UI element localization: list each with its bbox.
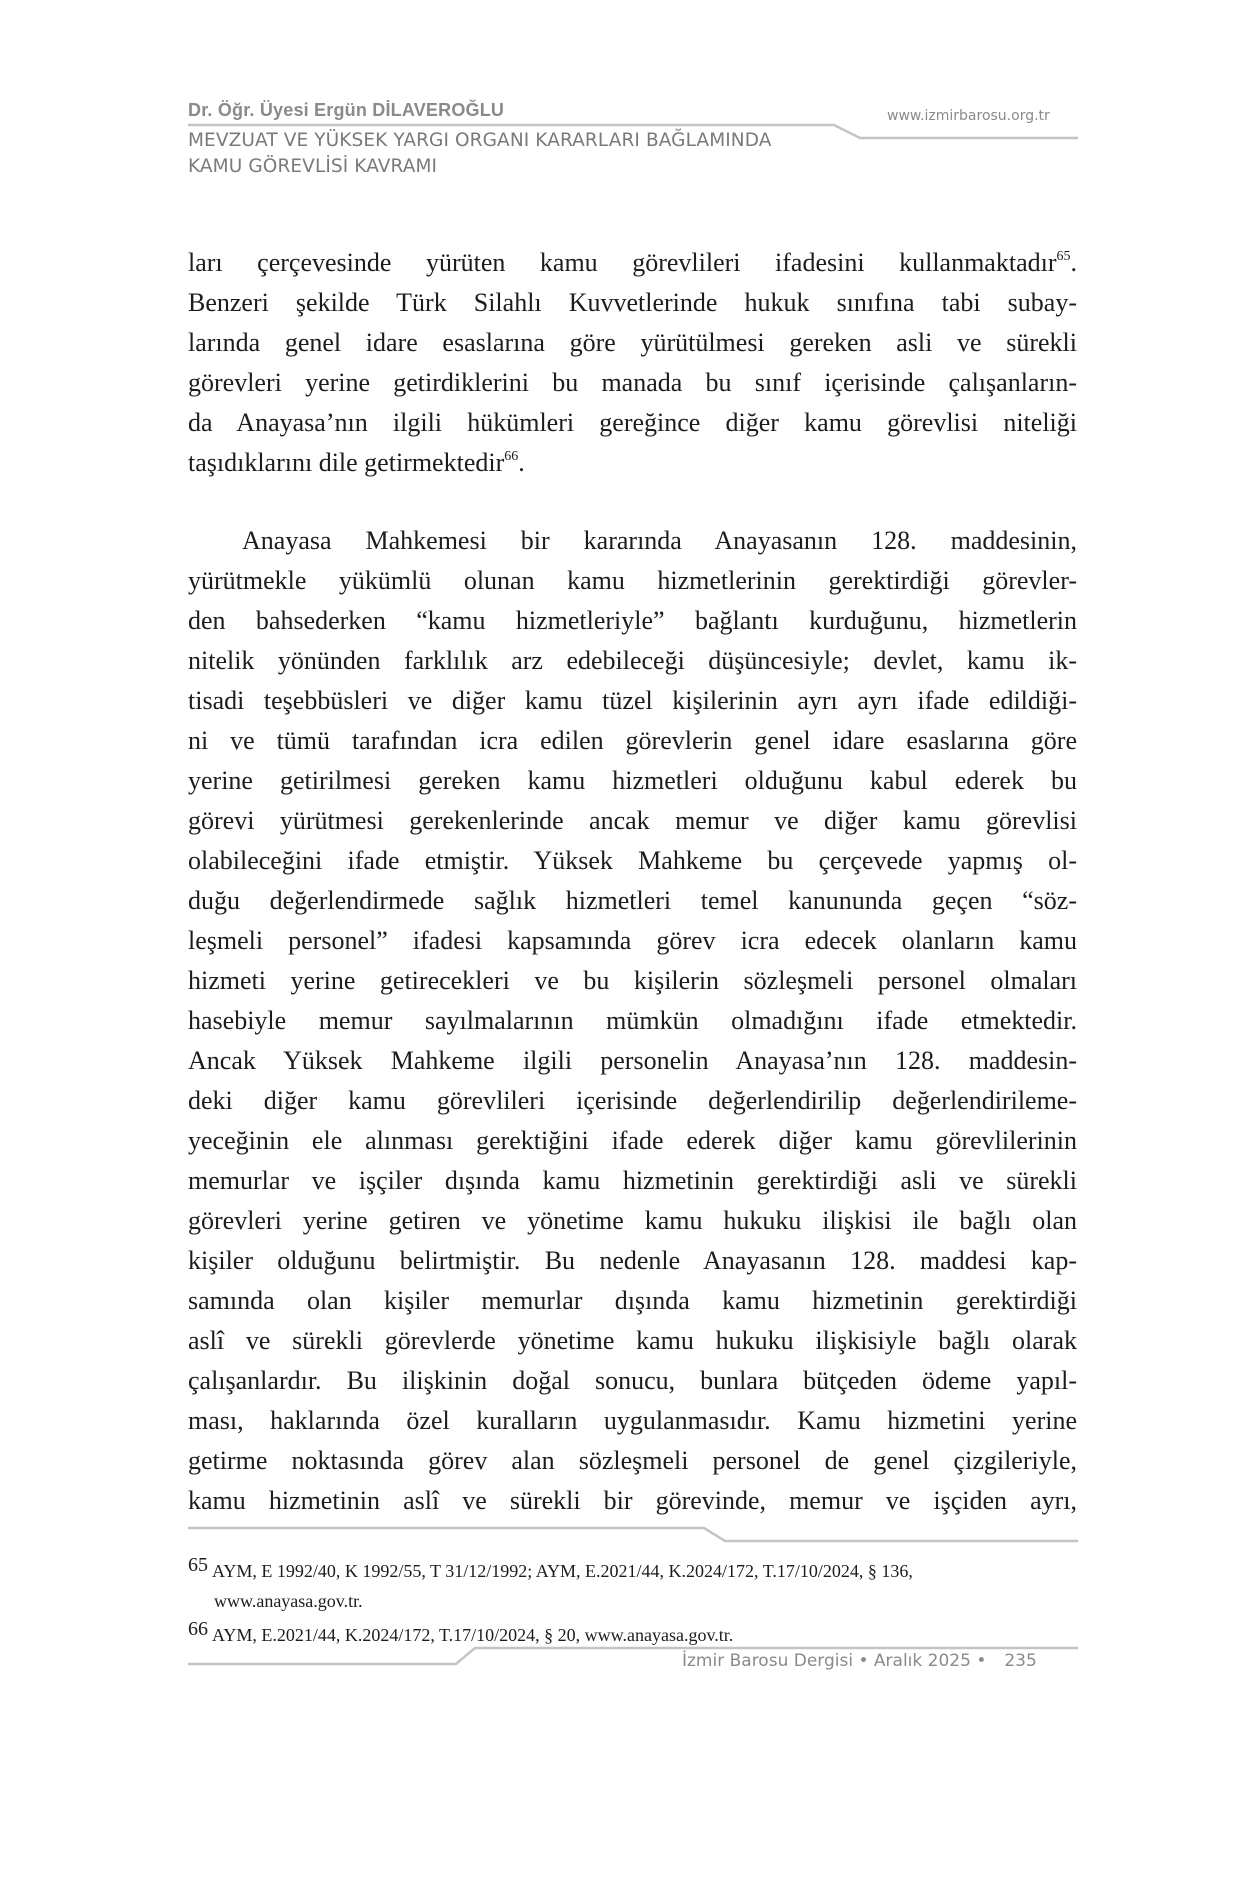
text-line: görevleri yerine getiren ve yönetime kamu hukuku ilişkisi ile bağlı olan <box>188 1206 1077 1235</box>
header-author: Dr. Öğr. Üyesi Ergün DİLAVEROĞLU <box>188 100 505 120</box>
body-paragraph-1 <box>188 243 1077 483</box>
text-line: ması, haklarında özel kuralların uygulanmasıdır. Kamu hizmetini yerine <box>188 1406 1077 1435</box>
text-line: aslî ve sürekli görevlerde yönetime kamu hukuku ilişkisiyle bağlı olarak <box>188 1326 1077 1355</box>
header-website-url: www.izmirbarosu.org.tr <box>887 108 1050 124</box>
body-paragraph-2 <box>188 521 1077 1521</box>
header-title-line-1: MEVZUAT VE YÜKSEK YARGI ORGANI KARARLARI BAĞLAMINDA <box>188 130 772 151</box>
text-line: kişiler olduğunu belirtmiştir. Bu nedenle Anayasanın 128. maddesi kap- <box>188 1246 1077 1275</box>
text-line: Ancak Yüksek Mahkeme ilgili personelin Anayasa’nın 128. maddesin- <box>188 1046 1077 1075</box>
text-line: den bahsederken “kamu hizmetleriyle” bağlantı kurduğunu, hizmetlerin <box>188 606 1077 635</box>
footnote-link[interactable]: www.anayasa.gov.tr. <box>214 1591 363 1611</box>
footnote-65 <box>188 1556 1077 1616</box>
text-line: Benzeri şekilde Türk Silahlı Kuvvetlerinde hukuk sınıfına tabi subay- <box>188 288 1077 317</box>
footnote-number: 66 <box>188 1618 208 1640</box>
page-footer <box>682 1651 1037 1671</box>
header-title-line-2: KAMU GÖREVLİSİ KAVRAMI <box>188 156 438 177</box>
text-line: yürütmekle yükümlü olunan kamu hizmetlerinin gerektirdiği görevler- <box>188 566 1077 595</box>
journal-name: İzmir Barosu Dergisi • Aralık 2025 • <box>682 1651 987 1671</box>
footnote-ref-65[interactable]: 65 <box>1056 249 1071 264</box>
footnote-ref-66[interactable]: 66 <box>504 449 519 464</box>
text-line: leşmeli personel” ifadesi kapsamında görev icra edecek olanların kamu <box>188 926 1077 955</box>
page-number: 235 <box>1004 1651 1037 1671</box>
header-article-title <box>188 128 772 180</box>
text-line: tisadi teşebbüsleri ve diğer kamu tüzel kişilerinin ayrı ayrı ifade edildiği- <box>188 686 1077 715</box>
text-line: duğu değerlendirmede sağlık hizmetleri temel kanununda geçen “söz- <box>188 886 1077 915</box>
text-line: memurlar ve işçiler dışında kamu hizmetinin gerektirdiği asli ve sürekli <box>188 1166 1077 1195</box>
text-line: da Anayasa’nın ilgili hükümleri gereğince diğer kamu görevlisi niteliği <box>188 408 1077 437</box>
text-line: çalışanlardır. Bu ilişkinin doğal sonucu, bunlara bütçeden ödeme yapıl- <box>188 1366 1077 1395</box>
text-line: görevi yürütmesi gerekenlerinde ancak memur ve diğer kamu görevlisi <box>188 806 1077 835</box>
text-line: hasebiyle memur sayılmalarının mümkün olmadığını ifade etmektedir. <box>188 1006 1077 1035</box>
footnote-text: AYM, E.2021/44, K.2024/172, T.17/10/2024, § 20, www.anayasa.gov.tr. <box>212 1625 734 1645</box>
footnote-number: 65 <box>188 1554 208 1576</box>
text-line: Anayasa Mahkemesi bir kararında Anayasanın 128. maddesinin, <box>242 526 1077 555</box>
text-line: deki diğer kamu görevlileri içerisinde değerlendirilip değerlendirileme- <box>188 1086 1077 1115</box>
text-line: kamu hizmetinin aslî ve sürekli bir görevinde, memur ve işçiden ayrı, <box>188 1486 1077 1515</box>
text-line: görevleri yerine getirdiklerini bu manada bu sınıf içerisinde çalışanların- <box>188 368 1077 397</box>
text-line: taşıdıklarını dile getirmektedir$^{66}$. <box>188 448 525 477</box>
text-line: larında genel idare esaslarına göre yürütülmesi gereken asli ve sürekli <box>188 328 1077 357</box>
text-line: nitelik yönünden farklılık arz edebileceği düşüncesiyle; devlet, kamu ik- <box>188 646 1077 675</box>
footnote-text: AYM, E 1992/40, K 1992/55, T 31/12/1992; AYM, E.2021/44, K.2024/172, T.17/10/2024, § 136, <box>212 1561 913 1581</box>
text-line: olabileceğini ifade etmiştir. Yüksek Mahkeme bu çerçevede yapmış ol- <box>188 846 1077 875</box>
text-line: yerine getirilmesi gereken kamu hizmetleri olduğunu kabul ederek bu <box>188 766 1077 795</box>
text-line: ları çerçevesinde yürüten kamu görevlileri ifadesini kullanmaktadır$^{65}$. <box>188 248 1077 277</box>
footnote-66 <box>188 1620 1077 1650</box>
text-line: ni ve tümü tarafından icra edilen görevlerin genel idare esaslarına göre <box>188 726 1077 755</box>
footnotes <box>188 1556 1077 1650</box>
text-line: hizmeti yerine getirecekleri ve bu kişilerin sözleşmeli personel olmaları <box>188 966 1077 995</box>
text-line: samında olan kişiler memurlar dışında kamu hizmetinin gerektirdiği <box>188 1286 1077 1315</box>
text-line: yeceğinin ele alınması gerektiğini ifade ederek diğer kamu görevlilerinin <box>188 1126 1077 1155</box>
text-line: getirme noktasında görev alan sözleşmeli personel de genel çizgileriyle, <box>188 1446 1077 1475</box>
footnote-separator <box>188 1528 1078 1541</box>
